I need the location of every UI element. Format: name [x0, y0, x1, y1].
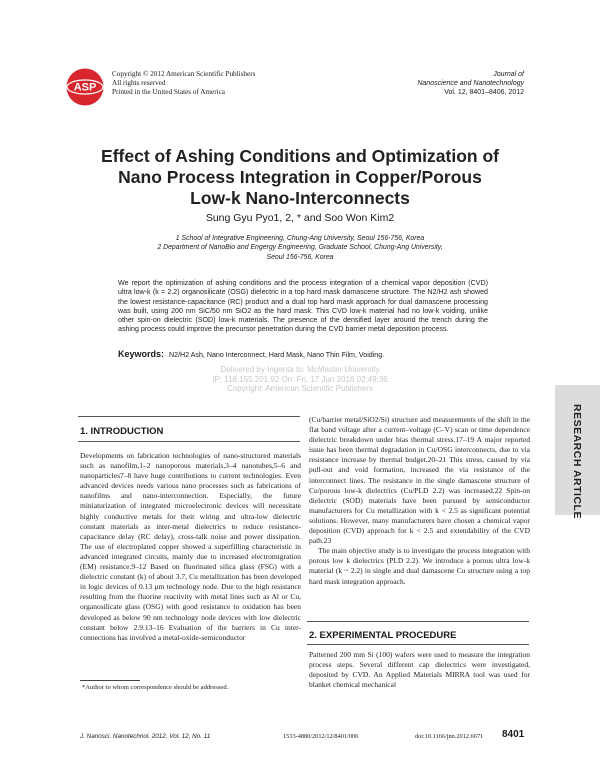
authors: Sung Gyu Pyo1, 2, * and Soo Won Kim2	[205, 212, 395, 224]
watermark-line-3: Copyright: American Scientific Publishers	[227, 384, 373, 393]
copyright-line: Copyright © 2012 American Scientific Publishers	[112, 70, 256, 78]
journal-name-line2: Nanoscience and Nanotechnology	[417, 80, 524, 87]
journal-info	[417, 70, 524, 97]
paper-title	[60, 146, 540, 209]
experimental-paragraph: Patterned 200 mm Si (100) wafers were used to measure the integration process steps. Several different cap dielectrics were investigated, deposited by CVD. An Applied Materials MIRRA tool was used for blanket chemical mechanical	[309, 650, 530, 690]
affiliation-2: 2 Department of NanoBio and Engergy Engineering, Graduate School, Chung-Ang University,	[157, 244, 443, 252]
divider	[78, 441, 300, 442]
title-line-1: Effect of Ashing Conditions and Optimization of	[101, 146, 499, 166]
research-article-label: RESEARCH ARTICLE	[571, 404, 583, 519]
body-column-left	[80, 451, 301, 643]
intro-paragraph-1: Developments on fabrication technologies of nano-structured materials such as nanofilm,1–2 nanoporous materials,3–4 nanotubes,5–6 and nanoparticles7–8 have huge contributions to current technologies. Even advanced devices needs various nano processes such as fabrications of nanofilms and nano-interconnection. Especially, the future miniaturization of integrated microelectronic devices will necessitate highly conductive metals for their wiring and ultra-low dielectric constant materials as inter-metal dielectrics to reduce resistance-capacitance delay (RC delay), cross-talk noise and power dissipation. The use of electroplated copper showed a superfilling characteristic in advanced integrated circuits, mainly due to increased electromigration (EM) resistance.9–12 Based on fluorinated silica glass (FSG) with a dielectric constant (k) of about 3.7, Cu metallization has been developed in logic devices of 0.13 μm technology node. Due to the high resistance resulting from the fluorine reactivity with metal lines such as Al or Cu, organosilicate glass (OSG) with good resistance to oxidation has been developed as below 90 nm technology node devices with low dielectric constant below 2.9.13–16 Evaluation of the barriers in Cu inter-connections has involved a metal-oxide-semiconductor	[80, 451, 301, 642]
footer-issn: 1533-4880/2012/12/8401/006	[283, 733, 359, 740]
logo-text: ASP	[73, 81, 97, 94]
keywords-text: N2/H2 Ash, Nano Interconnect, Hard Mask, Nano Thin Film, Voiding.	[169, 351, 385, 359]
copyright-block	[112, 70, 255, 97]
rights-line: All rights reserved	[112, 79, 166, 87]
watermark-line-1: Delivered by Ingenta to: McMaster University	[220, 365, 380, 374]
divider	[78, 416, 300, 417]
experimental-text	[309, 650, 530, 690]
keywords-label: Keywords:	[118, 349, 165, 359]
intro-paragraph-3: The main objective study is to investigate the process integration with porous low k dielectrics (PLD 2.2). We introduce a porous ultra low-k material (k ~ 2.2) in single and dual damascene Cu structure using a top hard mask integration approach.	[309, 546, 530, 586]
footnote: *Author to whom correspondence should be addressed.	[82, 684, 229, 691]
intro-paragraph-2: (Cu/barrier metal/SiO2/Si) structure and measurements of the shift in the flat band voltage after a current–voltage (C–V) scan or time dependence dielectric breakdown under bias thermal stress.17–19 A major reported issue has been thermal degradation in Cu/OSG interconnects, due to via resistance increase by thermal budget.20–21 This stress, caused by via pull-out and void formation, increased the via resistance of the interconnect lines. The resistance in the single damascene structure of Cu/porous low-k dielectrics (Cu/PLD 2.2) was increased.22 Spin-on dielectric (SOD) materials have been pursued by semiconductor manufacturers for Cu metallization with k < 2.5 as significant potential solutions. However, many manufacturers have chosen a chemical vapor deposition (CVD) approach for k < 2.5 and extendability of the CVD path.23	[309, 415, 530, 546]
affiliation-1: 1 School of Integrative Engineering, Chung-Ang University, Seoul 156-756, Korea	[175, 235, 425, 242]
affiliation-2-cont: Seoul 156-756, Korea	[266, 253, 334, 261]
footnote-rule	[80, 680, 140, 681]
divider	[307, 621, 529, 622]
divider	[307, 644, 529, 645]
download-watermark	[170, 365, 430, 394]
title-line-2: Nano Process Integration in Copper/Porous	[118, 167, 482, 187]
watermark-line-2: IP: 116.155.201.92 On: Fri, 17 Jun 2016 02:49:36	[212, 374, 388, 384]
section-heading-experimental: 2. EXPERIMENTAL PROCEDURE	[309, 630, 457, 641]
keywords	[118, 349, 498, 359]
body-column-right	[309, 415, 530, 587]
asp-logo	[66, 68, 104, 106]
page-number: 8401	[502, 729, 525, 740]
title-line-3: Low-k Nano-Interconnects	[190, 188, 410, 208]
printed-line: Printed in the United States of America	[112, 88, 225, 96]
footer-doi: doi:10.1166/jnn.2012.6671	[415, 733, 484, 740]
affiliations	[60, 234, 540, 262]
footer-journal: J. Nanosci. Nanotechnol. 2012, Vol. 12, No. 11	[80, 733, 211, 740]
abstract: We report the optimization of ashing conditions and the process integration of a chemical vapor deposition (CVD) ultra low-k (k = 2.2) organosilicate (OSG) dielectric in a top hard mask damascene structure. The N2/H2 ash showed the lowest resistance-capacitance (RC) product and a dual top hard mask approach for dual damascene processing was built, using 200 nm SiC/50 nm SiO2 as the hard mask. This CVD low-k material had no low-k voiding, unlike other spin-on dielectric (SOD) low-k materials. The presence of the densified layer around the trench during the ashing process could improve the precursor penetration during the CVD barrier metal deposition process.	[118, 279, 488, 334]
section-heading-introduction: 1. INTRODUCTION	[80, 426, 164, 437]
journal-name-line1: Journal of	[493, 71, 524, 78]
journal-volume: Vol. 12, 8401–8406, 2012	[444, 89, 524, 96]
